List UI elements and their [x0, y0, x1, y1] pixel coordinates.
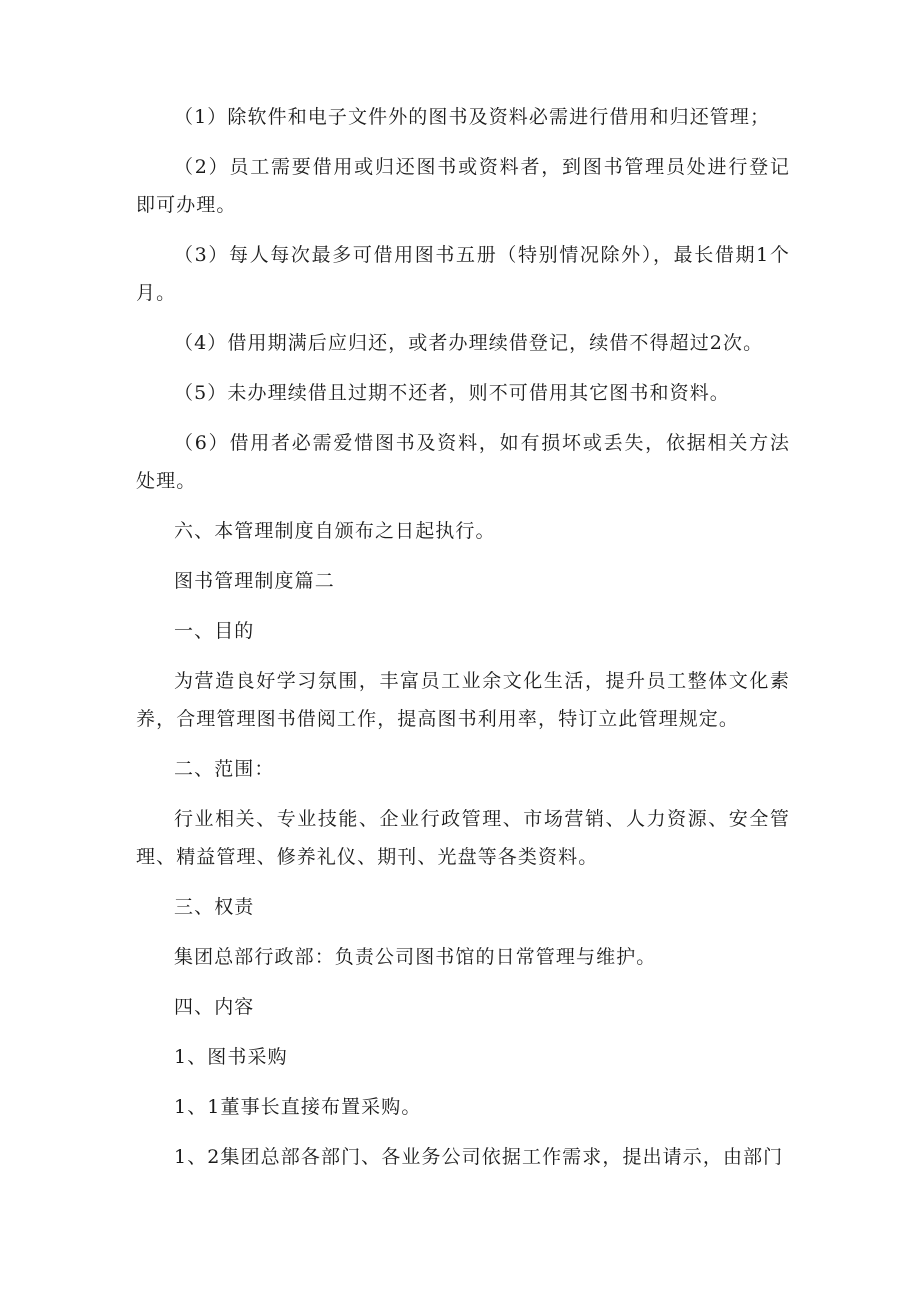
document-body — [136, 98, 790, 1176]
rule-item-1: （1）除软件和电子文件外的图书及资料必需进行借用和归还管理； — [174, 106, 771, 128]
rule-item-4: （4）借用期满后应归还，或者办理续借登记，续借不得超过2次。 — [174, 332, 764, 354]
purchase-item-1-2: 1、2集团总部各部门、各业务公司依据工作需求，提出请示，由部门 — [174, 1146, 784, 1168]
responsibility-text: 集团总部行政部：负责公司图书馆的日常管理与维护。 — [174, 946, 657, 968]
scope-text: 行业相关、专业技能、企业行政管理、市场营销、人力资源、安全管理、精益管理、修养礼仪、期刊、光盘等各类资料。 — [136, 808, 790, 868]
purpose-text: 为营造良好学习氛围，丰富员工业余文化生活，提升员工整体文化素养，合理管理图书借阅工作，提高图书利用率，特订立此管理规定。 — [136, 670, 790, 730]
section-heading-scope: 二、范围： — [174, 758, 275, 780]
section-heading-content: 四、内容 — [174, 996, 255, 1018]
section-heading-responsibility: 三、权责 — [174, 896, 255, 918]
chapter-title: 图书管理制度篇二 — [174, 570, 335, 592]
purchase-item-1-1: 1、1董事长直接布置采购。 — [174, 1096, 422, 1118]
rule-item-3: （3）每人每次最多可借用图书五册（特别情况除外），最长借期1个月。 — [136, 244, 790, 304]
rule-item-2: （2）员工需要借用或归还图书或资料者，到图书管理员处进行登记即可办理。 — [136, 156, 790, 216]
rule-item-6: （6）借用者必需爱惜图书及资料，如有损坏或丢失，依据相关方法处理。 — [136, 432, 790, 492]
section-six-effective: 六、本管理制度自颁布之日起执行。 — [174, 520, 496, 542]
subsection-book-purchase: 1、图书采购 — [174, 1046, 288, 1068]
section-heading-purpose: 一、目的 — [174, 620, 255, 642]
rule-item-5: （5）未办理续借且过期不还者，则不可借用其它图书和资料。 — [174, 382, 730, 404]
